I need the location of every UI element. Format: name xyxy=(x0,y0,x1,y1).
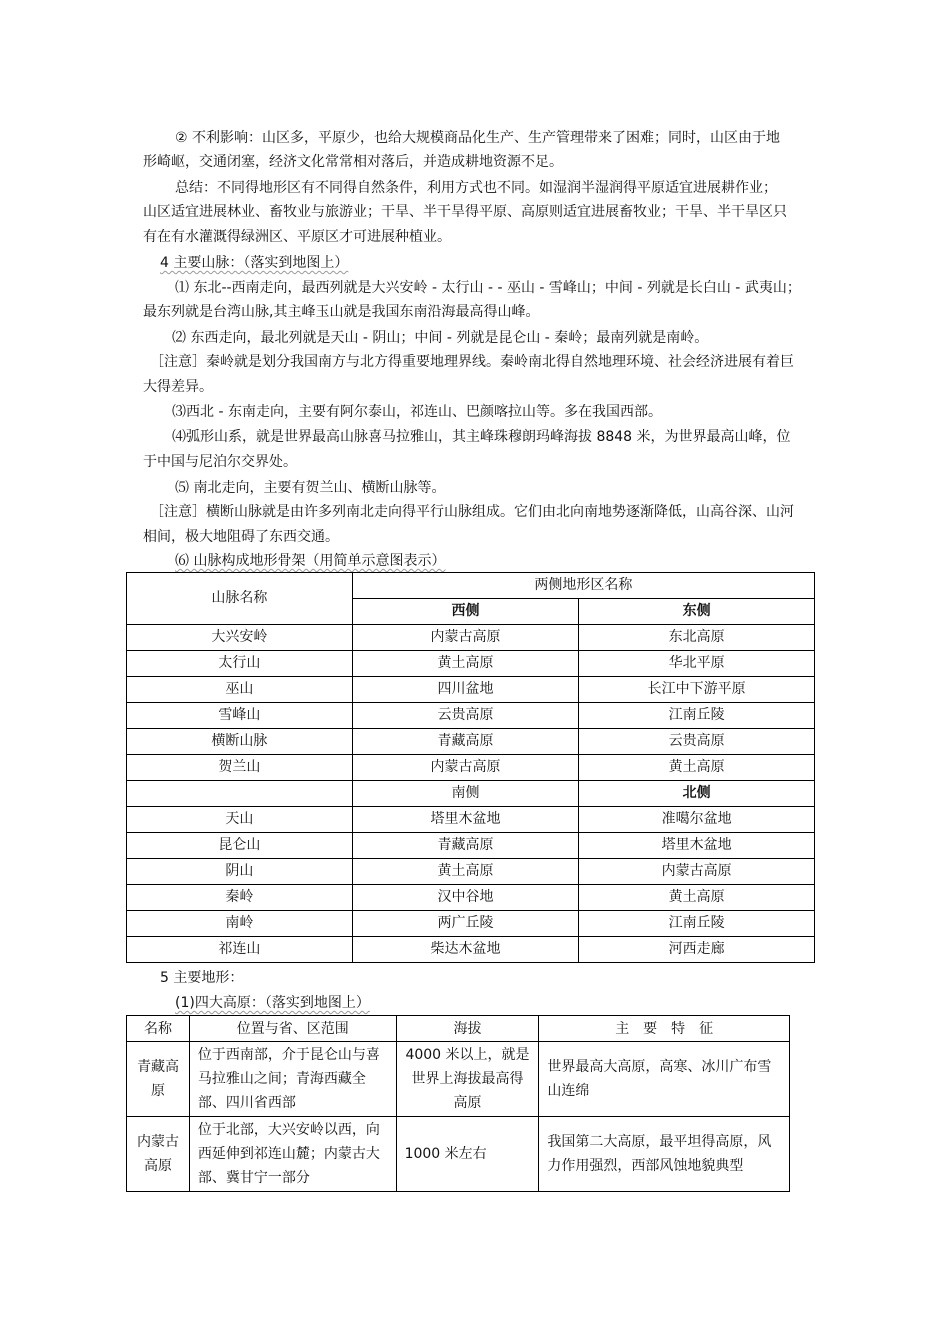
cell-side: 柴达木盆地 xyxy=(352,937,579,963)
paragraph-line xyxy=(143,225,451,249)
cell-side: 黄土高原 xyxy=(579,885,815,911)
mountain-table xyxy=(126,572,815,963)
header-altitude: 海拔 xyxy=(396,1016,539,1042)
table-row xyxy=(127,885,815,911)
header-north: 北侧 xyxy=(579,781,815,807)
table-subheader-row xyxy=(127,781,815,807)
table-row xyxy=(127,729,815,755)
paragraph-nw-se xyxy=(172,400,662,424)
cell-mountain: 太行山 xyxy=(127,651,353,677)
cell-mountain: 巫山 xyxy=(127,677,353,703)
cell-feature: 我国第二大高原，最平坦得高原，风 力作用强烈，西部风蚀地貌典型 xyxy=(539,1117,790,1192)
table-row xyxy=(127,937,815,963)
header-features: 主 要 特 征 xyxy=(539,1016,790,1042)
text-line: 形崎岖，交通闭塞，经济文化常常相对落后，并造成耕地资源不足。 xyxy=(143,154,563,170)
cell-plateau-name: 青藏高 原 xyxy=(127,1042,190,1117)
cell-mountain: 横断山脉 xyxy=(127,729,353,755)
cell-location: 位于北部，大兴安岭以西，向 西延伸到祁连山麓；内蒙古大 部、冀甘宁一部分 xyxy=(189,1117,396,1192)
cell-side: 四川盆地 xyxy=(352,677,579,703)
cell-side: 两广丘陵 xyxy=(352,911,579,937)
text-line: ② 不利影响：山区多，平原少，也给大规模商品化生产、生产管理带来了困难；同时，山区由于地 xyxy=(175,130,780,146)
section-heading-landforms xyxy=(160,966,243,990)
text-line: ⑴ 东北--西南走向，最西列就是大兴安岭 - 太行山 - - 巫山 - 雪峰山；中间 - 列就是长白山 - 武夷山； xyxy=(175,280,801,296)
text-line: 山区适宜进展林业、畜牧业与旅游业；干旱、半干旱得平原、高原则适宜进展畜牧业；干旱、半干旱区只 xyxy=(143,204,787,220)
cell-side: 黄土高原 xyxy=(352,651,579,677)
header-location: 位置与省、区范围 xyxy=(189,1016,396,1042)
cell-side: 江南丘陵 xyxy=(579,911,815,937)
paragraph-line xyxy=(143,450,297,474)
cell-mountain: 天山 xyxy=(127,807,353,833)
table-row xyxy=(127,677,815,703)
cell-empty xyxy=(127,781,353,807)
text-line: ⑹ 山脉构成地形骨架（用简单示意图表示） xyxy=(175,553,446,569)
cell-side: 准噶尔盆地 xyxy=(579,807,815,833)
text-line: 大得差异。 xyxy=(143,379,213,395)
paragraph-north-south xyxy=(175,476,445,500)
table-row xyxy=(127,911,815,937)
paragraph-line xyxy=(143,300,539,324)
cell-side: 青藏高原 xyxy=(352,729,579,755)
cell-side: 内蒙古高原 xyxy=(579,859,815,885)
table-row xyxy=(127,625,815,651)
cell-altitude: 4000 米以上，就是 世界上海拔最高得 高原 xyxy=(396,1042,539,1117)
paragraph-line xyxy=(143,375,213,399)
text-line: 最东列就是台湾山脉,其主峰玉山就是我国东南沿海最高得山峰。 xyxy=(143,304,540,320)
cell-feature: 世界最高大高原，高寒、冰川广布雪 山连绵 xyxy=(539,1042,790,1117)
heading-text: (1)四大高原：（落实到地图上） xyxy=(175,995,370,1011)
paragraph-summary xyxy=(175,176,777,200)
cell-side: 云贵高原 xyxy=(579,729,815,755)
header-west: 西侧 xyxy=(352,599,579,625)
table-row xyxy=(127,807,815,833)
table-row xyxy=(127,755,815,781)
subsection-heading-plateaus xyxy=(175,991,370,1015)
cell-side: 塔里木盆地 xyxy=(579,833,815,859)
cell-side: 黄土高原 xyxy=(579,755,815,781)
text-line: ［注意］秦岭就是划分我国南方与北方得重要地理界线。秦岭南北得自然地理环境、社会经济进展有着巨 xyxy=(150,354,794,370)
table-row xyxy=(127,703,815,729)
heading-text: 4 主要山脉：（落实到地图上） xyxy=(160,255,349,271)
cell-side: 长江中下游平原 xyxy=(579,677,815,703)
section-heading-mountains xyxy=(160,251,348,275)
cell-side: 云贵高原 xyxy=(352,703,579,729)
cell-side: 青藏高原 xyxy=(352,833,579,859)
cell-side: 江南丘陵 xyxy=(579,703,815,729)
text-line: 于中国与尼泊尔交界处。 xyxy=(143,454,297,470)
paragraph-ne-sw xyxy=(175,276,801,300)
text-line: 总结：不同得地形区有不同得自然条件，利用方式也不同。如湿润半湿润得平原适宜进展耕作业； xyxy=(175,180,777,196)
paragraph-line xyxy=(143,525,339,549)
text-line: 有在有水灌溉得绿洲区、平原区才可进展种植业。 xyxy=(143,229,451,245)
table-row xyxy=(127,859,815,885)
cell-plateau-name: 内蒙古 高原 xyxy=(127,1117,190,1192)
paragraph-negative-impact xyxy=(175,126,780,150)
table-header-row xyxy=(127,1016,790,1042)
text-line: ［注意］横断山脉就是由许多列南北走向得平行山脉组成。它们由北向南地势逐渐降低，山高谷深、山河 xyxy=(150,504,794,520)
paragraph-line xyxy=(143,150,563,174)
cell-side: 内蒙古高原 xyxy=(352,625,579,651)
table-row xyxy=(127,1117,790,1192)
cell-side: 汉中谷地 xyxy=(352,885,579,911)
cell-mountain: 贺兰山 xyxy=(127,755,353,781)
cell-side: 东北高原 xyxy=(579,625,815,651)
text-line: ⑷弧形山系，就是世界最高山脉喜马拉雅山，其主峰珠穆朗玛峰海拔 8848 米，为世界最高山峰，位 xyxy=(172,429,791,445)
cell-mountain: 秦岭 xyxy=(127,885,353,911)
heading-text: 5 主要地形： xyxy=(160,970,244,986)
cell-mountain: 大兴安岭 xyxy=(127,625,353,651)
paragraph-note-hengduan xyxy=(150,500,794,524)
cell-side: 黄土高原 xyxy=(352,859,579,885)
text-line: ⑵ 东西走向，最北列就是天山 - 阴山；中间 - 列就是昆仑山 - 秦岭；最南列就是南岭。 xyxy=(172,330,709,346)
cell-mountain: 南岭 xyxy=(127,911,353,937)
cell-mountain: 雪峰山 xyxy=(127,703,353,729)
text-line: 相间，极大地阻碍了东西交通。 xyxy=(143,529,339,545)
header-mountain-name: 山脉名称 xyxy=(127,573,353,625)
header-sides: 两侧地形区名称 xyxy=(352,573,814,599)
table-row xyxy=(127,833,815,859)
text-line: ⑶西北 - 东南走向，主要有阿尔泰山，祁连山、巴颜喀拉山等。多在我国西部。 xyxy=(172,404,662,420)
cell-mountain: 昆仑山 xyxy=(127,833,353,859)
cell-location: 位于西南部，介于昆仑山与喜 马拉雅山之间；青海西藏全 部、四川省西部 xyxy=(189,1042,396,1117)
header-south: 南侧 xyxy=(352,781,579,807)
plateau-table xyxy=(126,1015,790,1192)
cell-side: 河西走廊 xyxy=(579,937,815,963)
cell-side: 内蒙古高原 xyxy=(352,755,579,781)
text-line: ⑸ 南北走向，主要有贺兰山、横断山脉等。 xyxy=(175,480,446,496)
paragraph-arc xyxy=(172,425,791,449)
header-east: 东侧 xyxy=(579,599,815,625)
paragraph-skeleton xyxy=(175,549,445,573)
cell-altitude: 1000 米左右 xyxy=(396,1117,539,1192)
paragraph-east-west xyxy=(172,326,708,350)
paragraph-line xyxy=(143,200,787,224)
table-row xyxy=(127,651,815,677)
cell-mountain: 祁连山 xyxy=(127,937,353,963)
cell-side: 塔里木盆地 xyxy=(352,807,579,833)
cell-side: 华北平原 xyxy=(579,651,815,677)
table-row xyxy=(127,1042,790,1117)
paragraph-note-qinling xyxy=(150,350,794,374)
cell-mountain: 阴山 xyxy=(127,859,353,885)
header-name: 名称 xyxy=(127,1016,190,1042)
